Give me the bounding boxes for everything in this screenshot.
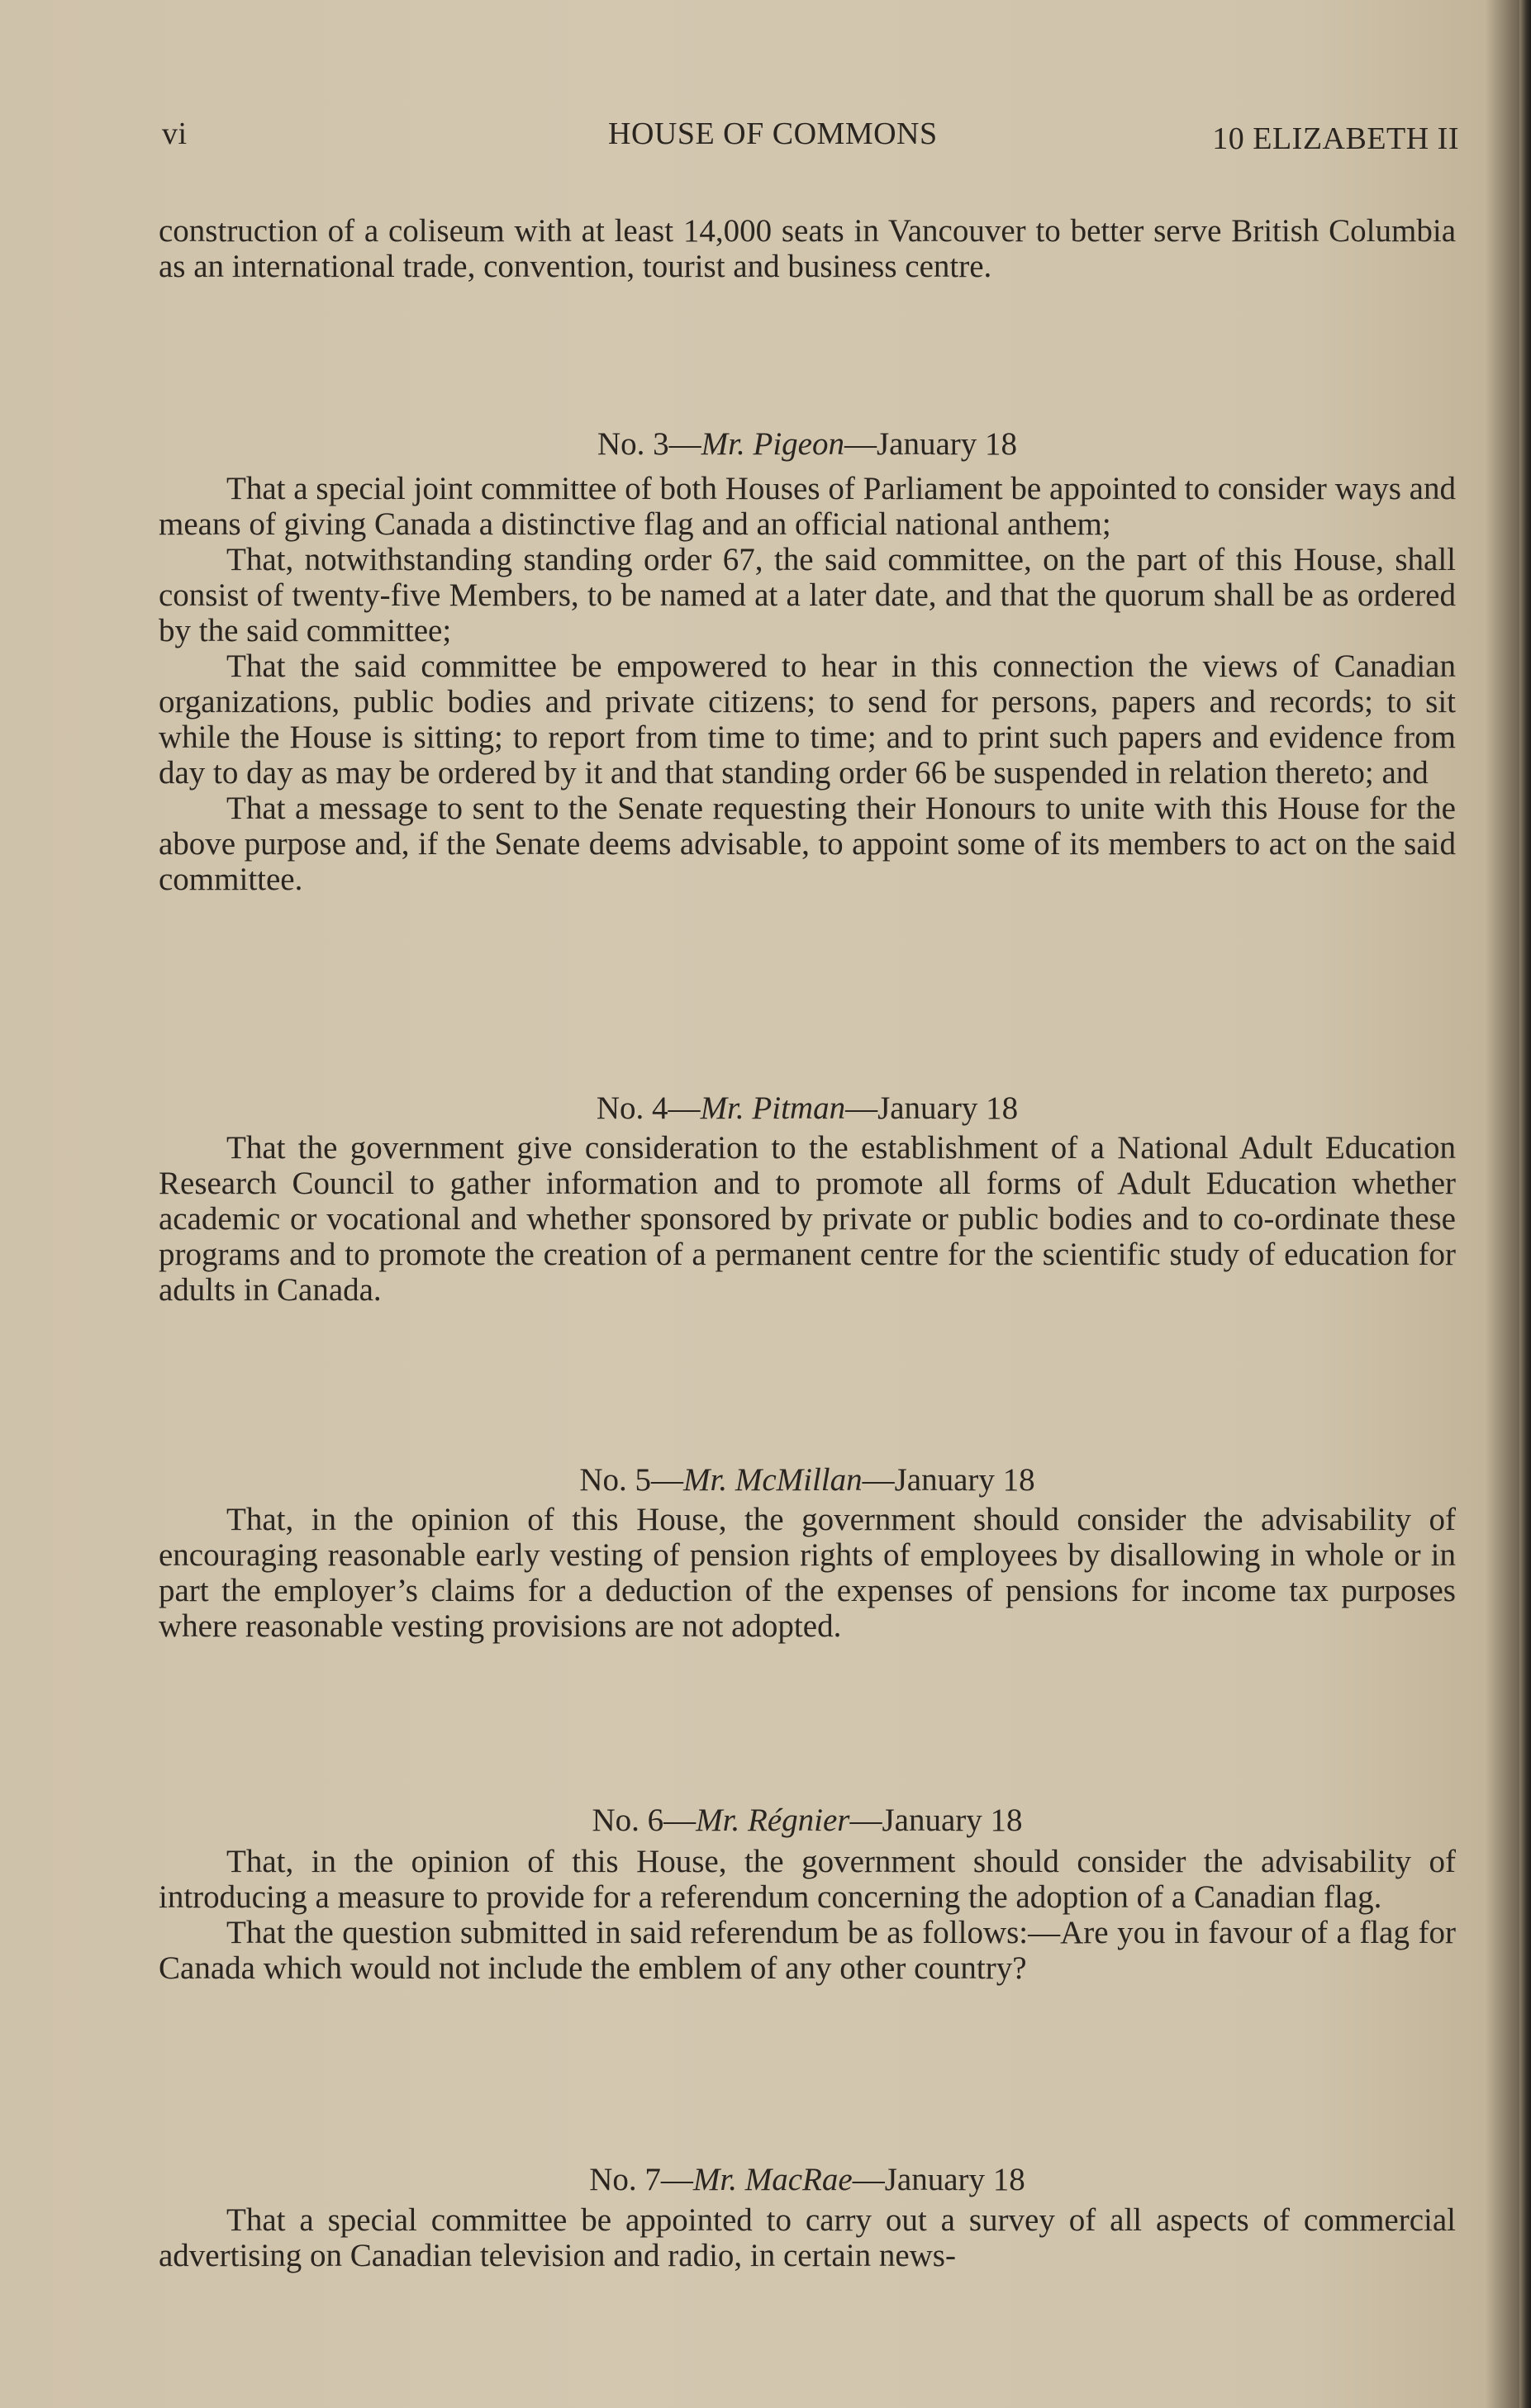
paragraph: That the question submitted in said referendum be as follows:—Are you in favour of a flag for Canada which would not include the emblem of any other country? [159,1915,1456,1986]
motion-heading [159,1462,1456,1498]
motion-heading [159,2162,1456,2197]
motion-member: Mr. Régnier [696,1802,850,1838]
motion-date: —January 18 [852,2162,1025,2197]
motion-date: —January 18 [862,1462,1035,1498]
paragraph: construction of a coliseum with at least 14,000 seats in Vancouver to better serve British Columbia as an international trade, convention, tourist and business centre. [159,213,1456,284]
motion-member: Mr. Pigeon [701,426,844,462]
motion-date: —January 18 [845,1090,1019,1126]
motion-member: Mr. McMillan [682,1462,863,1498]
motion-number: No. 5— [579,1462,683,1498]
paragraph: That a message to sent to the Senate requesting their Honours to unite with this House for the above purpose and, if the Senate deems advisable, to appoint some of its members to act on the said committee. [159,791,1456,897]
paragraph: That a special committee be appointed to carry out a survey of all aspects of commercial advertising on Canadian television and radio, in certain news- [159,2202,1456,2273]
motion-number: No. 7— [589,2162,693,2197]
motion-body [159,1502,1456,1644]
motion-date: —January 18 [849,1802,1023,1838]
paragraph: That, in the opinion of this House, the government should consider the advisability of introducing a measure to provide for a referendum concerning the adoption of a Canadian flag. [159,1844,1456,1915]
paragraph: That the said committee be empowered to hear in this connection the views of Canadian organizations, public bodies and private citizens; to send for persons, papers and records; to sit while the House is sitting; to report from time to time; and to print such papers and evidence from day to day as may be ordered by it and that standing order 66 be suspended in relation thereto; and [159,648,1456,791]
motion-body [159,1844,1456,1986]
motion-number: No. 6— [592,1802,697,1838]
motion-member: Mr. Pitman [700,1090,846,1126]
running-title: HOUSE OF COMMONS [608,116,938,151]
motion-body [159,2202,1456,2273]
motion-heading [159,1802,1456,1838]
motion-number: No. 3— [597,426,701,462]
session-label: 10 ELIZABETH II [1212,121,1459,156]
motion-number: No. 4— [596,1090,701,1126]
motion-body [159,1130,1456,1308]
paragraph: That, in the opinion of this House, the government should consider the advisability of encouraging reasonable early vesting of pension rights of employees by disallowing in whole or in part the employer’s claims for a deduction of the expenses of pensions for income tax purposes where reasonable vesting provisions are not adopted. [159,1502,1456,1644]
motion-body [159,471,1456,897]
page-binding-edge [1519,0,1531,2408]
paragraph: That a special joint committee of both Houses of Parliament be appointed to consider ways and means of giving Canada a distinctive flag and an official national anthem; [159,471,1456,542]
continued-motion-text [159,213,1456,284]
motion-member: Mr. MacRae [692,2162,853,2197]
motion-date: —January 18 [844,426,1018,462]
motion-heading [159,1090,1456,1126]
running-header [162,116,1459,165]
paragraph: That, notwithstanding standing order 67, the said committee, on the part of this House, shall consist of twenty-five Members, to be named at a later date, and that the quorum shall be as ordered by the said committee; [159,542,1456,648]
motion-heading [159,426,1456,462]
page-number: vi [162,116,188,151]
paragraph: That the government give consideration to the establishment of a National Adult Education Research Council to gather information and to promote all forms of Adult Education whether academic or vocational and whether sponsored by private or public bodies and to co-ordinate these programs and to promote the creation of a permanent centre for the scientific study of education for adults in Canada. [159,1130,1456,1308]
